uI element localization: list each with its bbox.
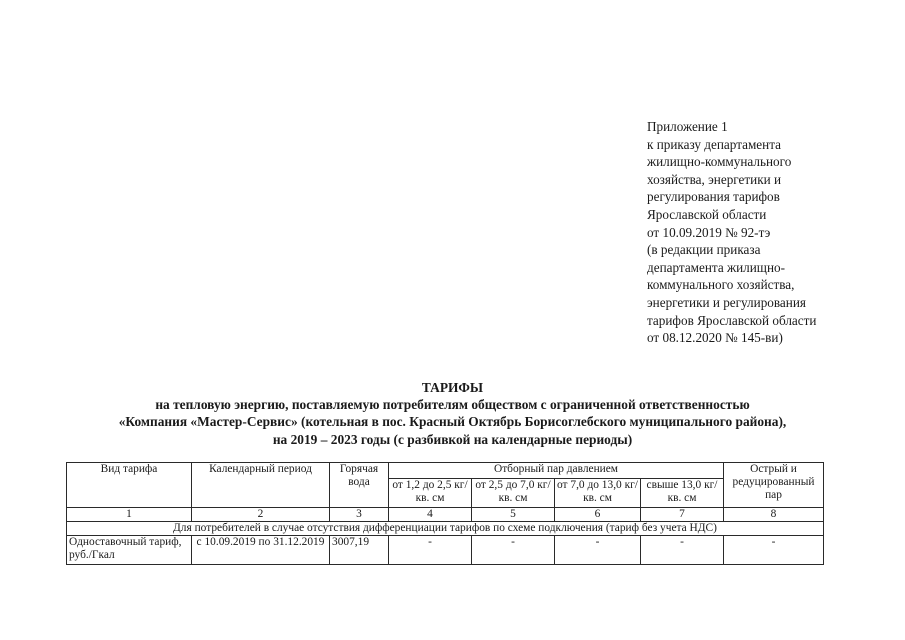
column-number: 3 xyxy=(330,508,389,522)
column-number: 8 xyxy=(724,508,824,522)
tariffs-table xyxy=(66,462,824,565)
row-steam-1: - xyxy=(389,536,472,565)
column-numbers-row xyxy=(67,508,824,522)
appendix-line: энергетики и регулирования xyxy=(647,294,806,310)
heading-line: «Компания «Мастер-Сервис» (котельная в пос. Красный Октябрь Борисоглебского муниципального района), xyxy=(118,414,787,430)
column-number: 6 xyxy=(555,508,641,522)
appendix-line: Ярославской области xyxy=(647,206,767,222)
heading-line: на 2019 – 2023 годы (с разбивкой на календарные периоды) xyxy=(272,431,633,447)
row-steam-2: - xyxy=(472,536,555,565)
table-row xyxy=(67,536,824,565)
header-tariff-type: Вид тарифа xyxy=(67,463,192,508)
header-steam-1: от 1,2 до 2,5 кг/ кв. см xyxy=(389,479,472,508)
appendix-line: Приложение 1 xyxy=(647,119,728,134)
header-sharp-steam: Острый и редуцированный пар xyxy=(724,463,824,508)
appendix-line: от 10.09.2019 № 92-тэ xyxy=(647,224,771,240)
document-heading xyxy=(40,379,865,448)
header-steam-2: от 2,5 до 7,0 кг/ кв. см xyxy=(472,479,555,508)
row-steam-3: - xyxy=(555,536,641,565)
column-number: 2 xyxy=(192,508,330,522)
row-hot-water: 3007,19 xyxy=(330,536,389,565)
column-number: 1 xyxy=(67,508,192,522)
row-sharp-steam: - xyxy=(724,536,824,565)
header-period: Календарный период xyxy=(192,463,330,508)
appendix-line: департамента жилищно- xyxy=(647,259,786,275)
appendix-line: к приказу департамента xyxy=(647,136,781,152)
appendix-line: коммунального хозяйства, xyxy=(647,277,795,293)
header-steam-group: Отборный пар давлением xyxy=(389,463,724,479)
column-number: 5 xyxy=(472,508,555,522)
header-steam-3: от 7,0 до 13,0 кг/ кв. см xyxy=(555,479,641,508)
appendix-line: тарифов Ярославской области xyxy=(647,312,817,328)
appendix-line: хозяйства, энергетики и xyxy=(647,171,782,187)
heading-line: на тепловую энергию, поставляемую потребителям обществом с ограниченной ответственностью xyxy=(155,397,750,413)
section-title: Для потребителей в случае отсутствия дифференциации тарифов по схеме подключения (тариф без учета НДС) xyxy=(67,522,824,536)
column-number: 7 xyxy=(641,508,724,522)
row-steam-4: - xyxy=(641,536,724,565)
appendix-line: (в редакции приказа xyxy=(647,242,761,258)
row-period: с 10.09.2019 по 31.12.2019 xyxy=(192,536,330,565)
appendix-line: от 08.12.2020 № 145-ви) xyxy=(647,330,783,346)
appendix-line: жилищно-коммунального xyxy=(647,154,792,170)
document-title: ТАРИФЫ xyxy=(421,380,484,395)
header-hot-water: Горячая вода xyxy=(330,463,389,508)
column-number: 4 xyxy=(389,508,472,522)
header-steam-4: свыше 13,0 кг/ кв. см xyxy=(641,479,724,508)
appendix-line: регулирования тарифов xyxy=(647,189,780,205)
row-tariff-type: Одноставочный тариф, руб./Гкал xyxy=(67,536,192,565)
appendix-block xyxy=(647,118,887,347)
